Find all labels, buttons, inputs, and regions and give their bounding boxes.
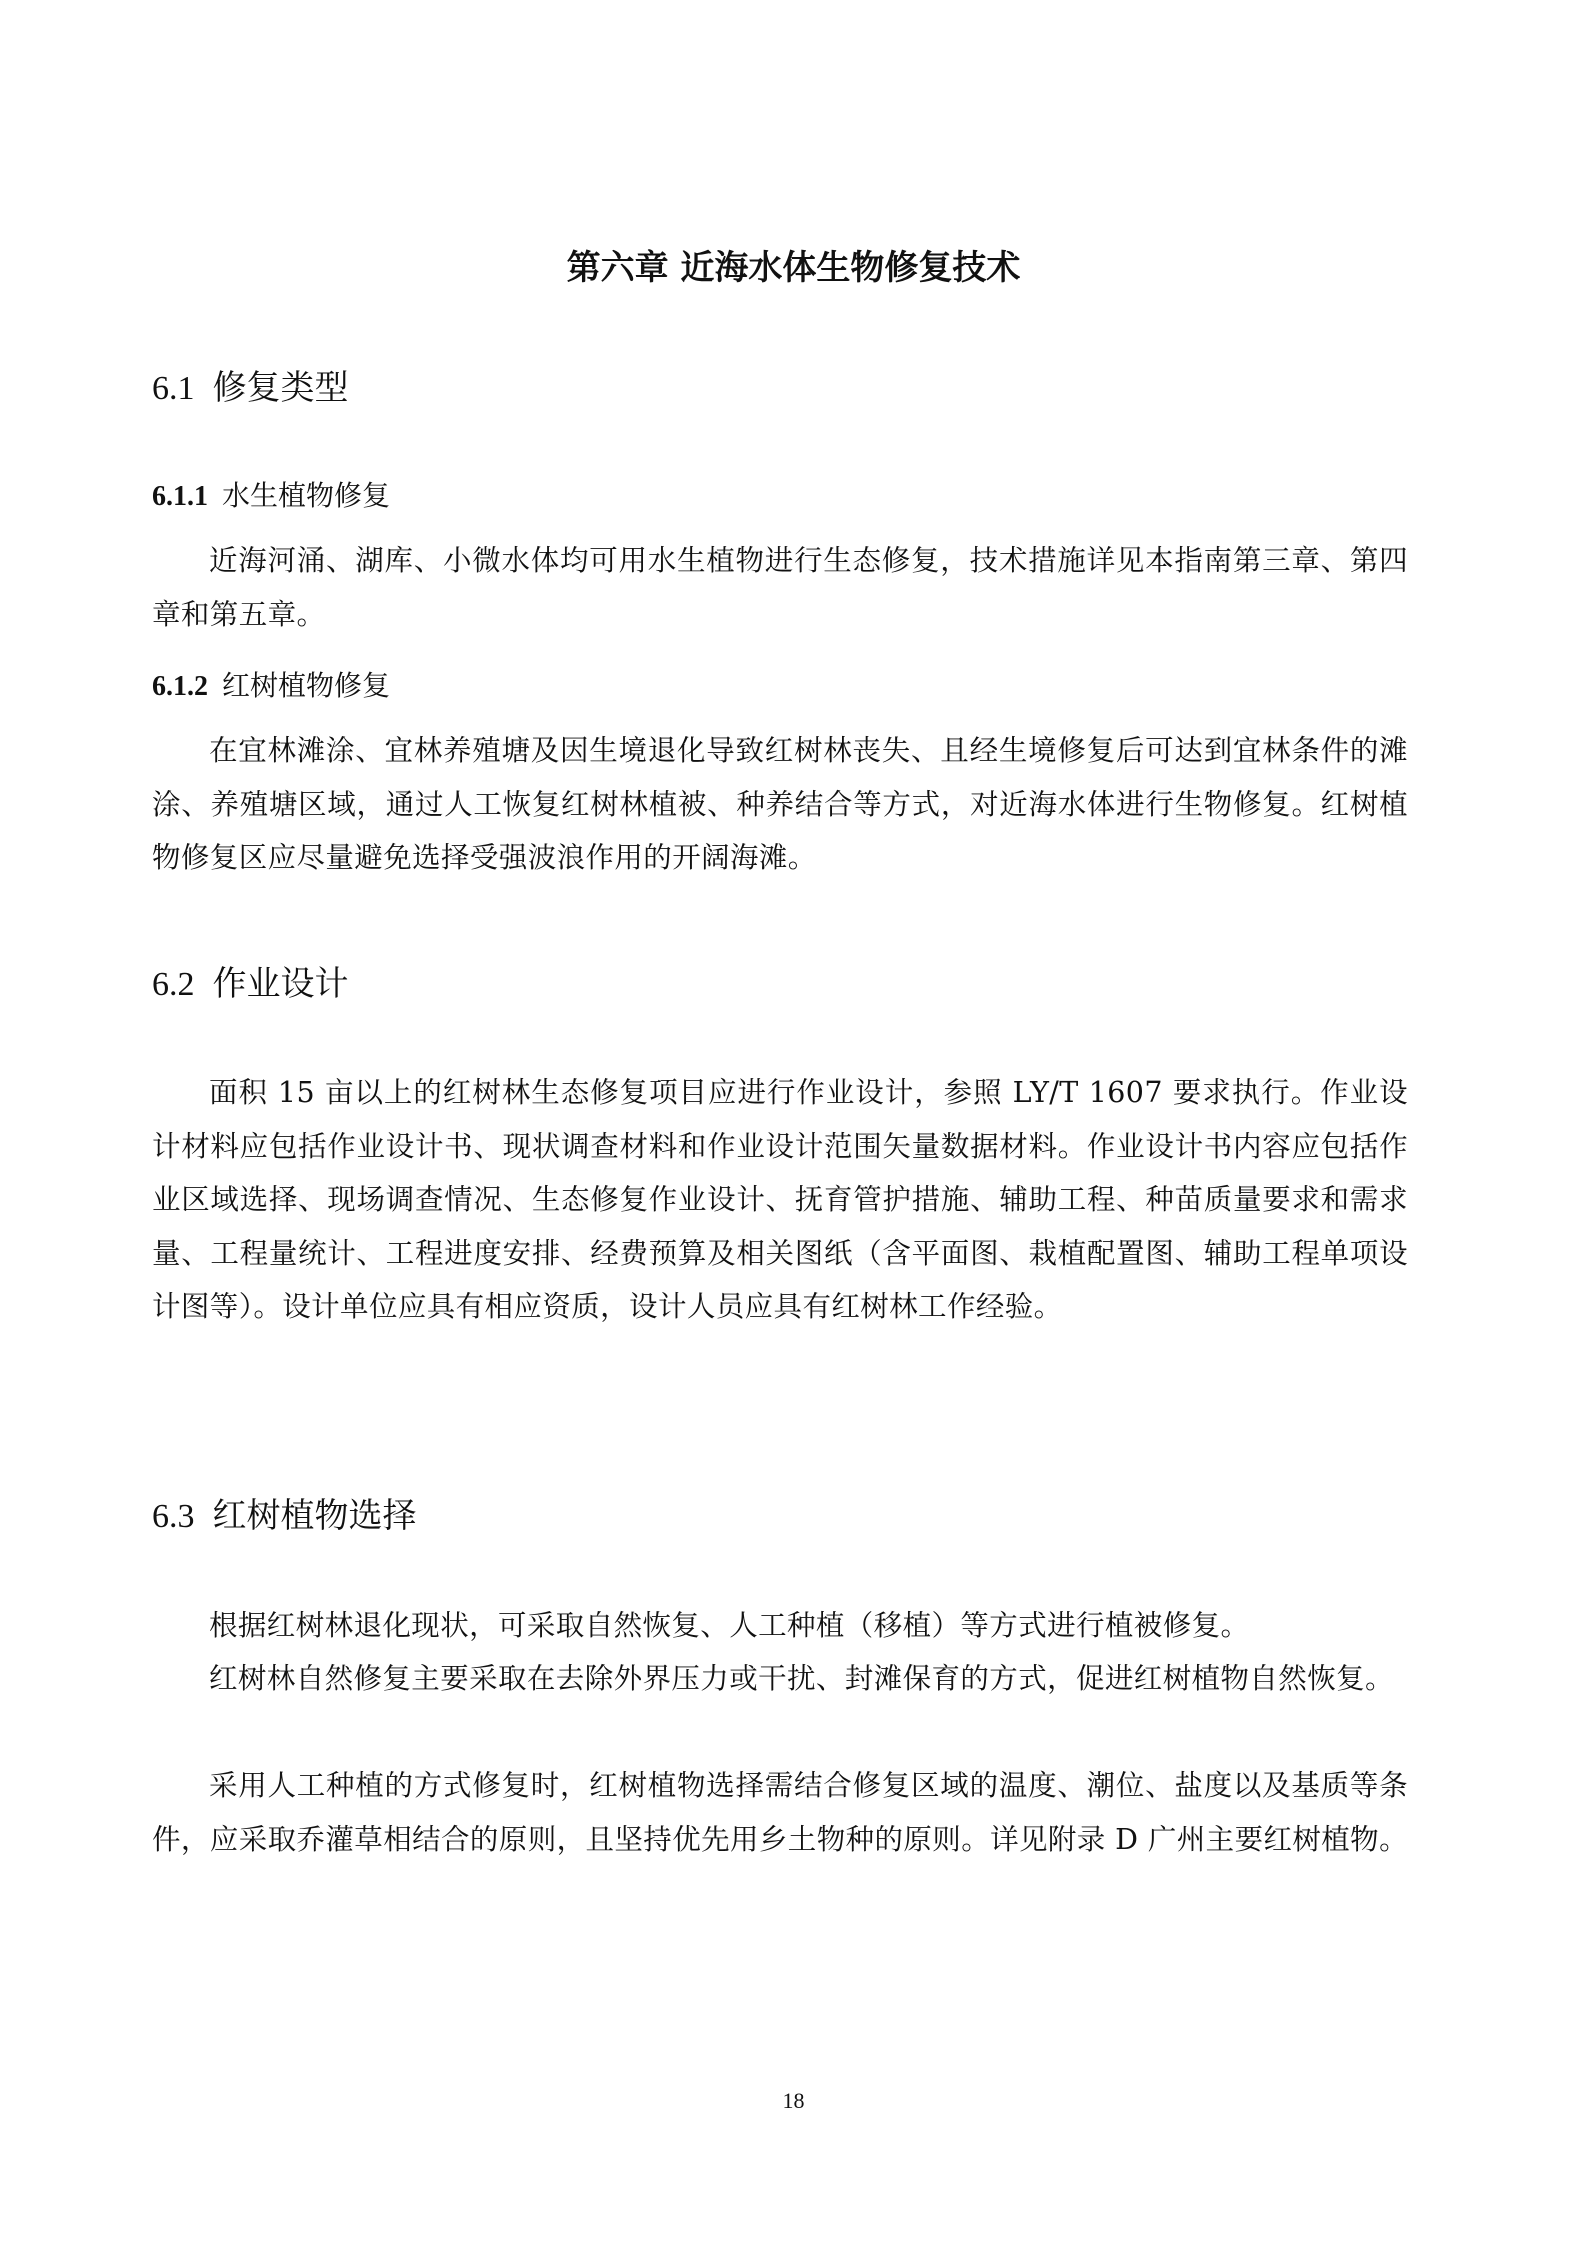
subsection-title: 红树植物修复 xyxy=(222,669,391,702)
subsection-heading-6-1-1 xyxy=(152,476,390,517)
section-title: 红树植物选择 xyxy=(212,1496,417,1536)
section-number: 6.3 xyxy=(152,1498,195,1535)
paragraph: 近海河涌、湖库、小微水体均可用水生植物进行生态修复，技术措施详见本指南第三章、第四章和第五章。 xyxy=(152,544,1408,631)
section-heading-6-1 xyxy=(152,364,349,413)
page-number: 18 xyxy=(782,2088,805,2113)
section-heading-6-3 xyxy=(152,1492,417,1541)
section-number: 6.1 xyxy=(152,370,195,407)
section-title: 作业设计 xyxy=(212,964,349,1004)
subsection-number: 6.1.1 xyxy=(152,481,208,512)
paragraph: 面积 15 亩以上的红树林生态修复项目应进行作业设计，参照 LY/T 1607 要求执行。作业设计材料应包括作业设计书、现状调查材料和作业设计范围矢量数据材料。作业设计书内容应包括作业区域选择、现场调查情况、生态修复作业设计、抚育管护措施、辅助工程、种苗质量要求和需求量、工程量统计、工程进度安排、经费预算及相关图纸（含平面图、栽植配置图、辅助工程单项设计图等）。设计单位应具有相应资质，设计人员应具有红树林工作经验。 xyxy=(152,1076,1408,1323)
paragraph: 红树林自然修复主要采取在去除外界压力或干扰、封滩保育的方式，促进红树植物自然恢复。 xyxy=(209,1662,1394,1695)
section-number: 6.2 xyxy=(152,966,195,1003)
paragraph: 根据红树林退化现状，可采取自然恢复、人工种植（移植）等方式进行植被修复。 xyxy=(209,1609,1250,1642)
section-heading-6-2 xyxy=(152,960,349,1009)
paragraph: 采用人工种植的方式修复时，红树植物选择需结合修复区域的温度、潮位、盐度以及基质等条件，应采取乔灌草相结合的原则，且坚持优先用乡土物种的原则。详见附录 D 广州主要红树植物。 xyxy=(152,1769,1408,1856)
subsection-title: 水生植物修复 xyxy=(222,479,391,512)
chapter-title: 第六章 近海水体生物修复技术 xyxy=(566,248,1021,288)
paragraph: 在宜林滩涂、宜林养殖塘及因生境退化导致红树林丧失、且经生境修复后可达到宜林条件的滩涂、养殖塘区域，通过人工恢复红树林植被、种养结合等方式，对近海水体进行生物修复。红树植物修复区应尽量避免选择受强波浪作用的开阔海滩。 xyxy=(152,734,1408,874)
section-title: 修复类型 xyxy=(212,368,349,408)
subsection-heading-6-1-2 xyxy=(152,666,390,707)
subsection-number: 6.1.2 xyxy=(152,671,208,702)
